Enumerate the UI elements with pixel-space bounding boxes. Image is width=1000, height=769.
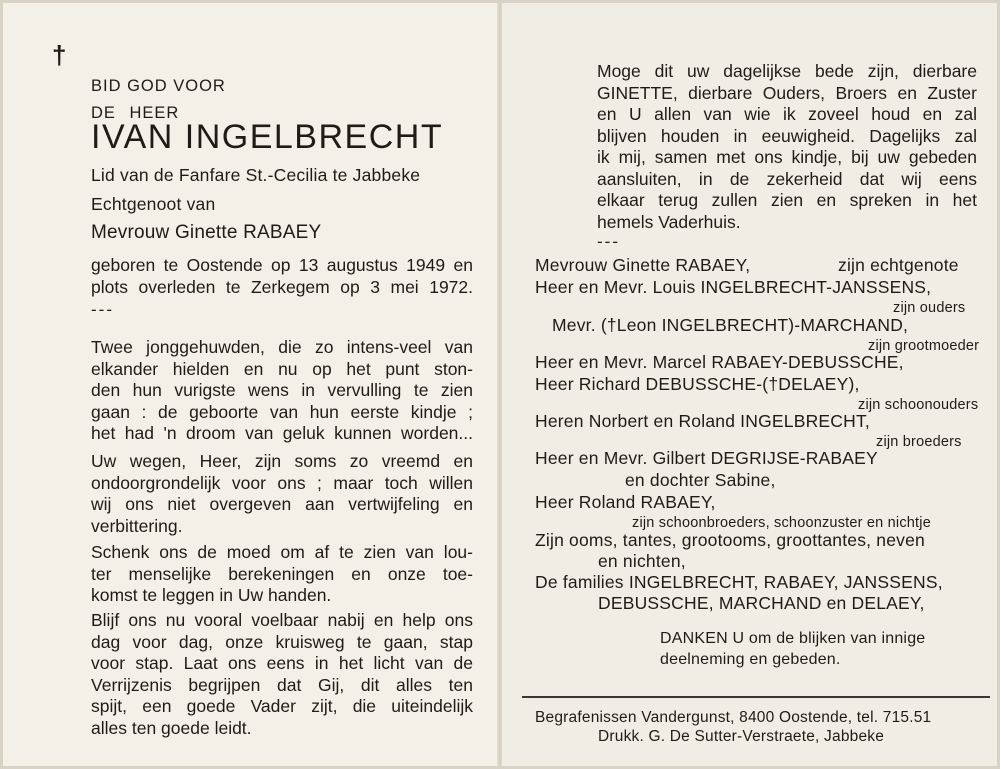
family-role: zijn schoonbroeders, schoonzuster en nichtje	[632, 515, 931, 531]
text-line: Blijf ons nu vooral voelbaar nabij en help ons	[91, 610, 473, 630]
text-line: aansluiten, in de zekerheid dat wij eens	[597, 168, 977, 189]
text-line: wij ons niet overgeven aan vertwijfeling en	[91, 494, 473, 514]
text-line: elkander hielden en nu op het punt ston-	[91, 358, 473, 379]
text-line: Uw wegen, Heer, zijn soms zo vreemd en	[91, 451, 473, 471]
separator: ---	[597, 232, 620, 251]
spouse-name: Mevrouw Ginette RABAEY	[91, 222, 322, 243]
family-role: zijn ouders	[893, 300, 966, 316]
text-line: Twee jonggehuwden, die zo intens-veel van	[91, 337, 473, 357]
family-line: Heer en Mevr. Gilbert DEGRIJSE-RABAEY	[535, 448, 878, 468]
text-line: Moge dit uw dagelijkse bede zijn, dierbare	[597, 61, 977, 81]
family-role: zijn broeders	[876, 434, 962, 450]
spouse-intro: Echtgenoot van	[91, 194, 216, 214]
thanks-line: deelneming en gebeden.	[660, 651, 841, 668]
family-line: en dochter Sabine,	[625, 470, 776, 490]
family-role: zijn schoonouders	[858, 397, 979, 413]
text-line: Schenk ons de moed om af te zien van lou-	[91, 542, 473, 562]
text-line: elkaar terug zullen zien en spreken in het	[597, 190, 977, 210]
family-line: en nichten,	[598, 551, 686, 571]
text-line: hemels Vaderhuis.	[597, 211, 741, 232]
thanks-line: DANKEN U om de blijken van innige	[660, 630, 926, 647]
printer-line: Drukk. G. De Sutter-Verstraete, Jabbeke	[598, 728, 885, 745]
family-line: Zijn ooms, tantes, grootooms, groottantes, neven	[535, 530, 925, 550]
text-line: voor stap. Laat ons eens in het licht van de	[91, 653, 473, 673]
text-line: en U allen van wie ik zoveel houd en zal	[597, 104, 977, 124]
text-line: ter menselijke berekeningen en onze toe-	[91, 563, 473, 584]
born-line: geboren te Oostende op 13 augustus 1949 en	[91, 255, 473, 275]
family-line: Heer en Mevr. Louis INGELBRECHT-JANSSENS,	[535, 277, 932, 297]
text-line: ik mij, samen met ons kindje, bij uw gebeden	[597, 147, 977, 167]
family-line: DEBUSSCHE, MARCHAND en DELAEY,	[598, 593, 925, 613]
text-line: het had 'n droom van geluk kunnen worden...	[91, 423, 473, 443]
family-line: Heer Richard DEBUSSCHE-(†DELAEY),	[535, 374, 860, 394]
family-line: Heren Norbert en Roland INGELBRECHT,	[535, 411, 870, 431]
family-role: zijn echtgenote	[838, 255, 959, 275]
undertaker-line: Begrafenissen Vandergunst, 8400 Oostende, tel. 715.51	[535, 709, 932, 726]
text-line: spijt, een goede Vader zijt, die uiteindelijk	[91, 696, 473, 716]
text-line: verbittering.	[91, 515, 183, 536]
text-line: den hun vurigste wens in vervulling te zien	[91, 380, 473, 400]
text-line: GINETTE, dierbare Ouders, Broers en Zuster	[597, 82, 977, 103]
family-line: De families INGELBRECHT, RABAEY, JANSSENS,	[535, 572, 943, 592]
text-line: Verrijzenis begrijpen dat Gij, dit alles ten	[91, 674, 473, 695]
text-line: gaan : de geboorte van hun eerste kindje ;	[91, 401, 473, 422]
died-line: plots overleden te Zerkegem op 3 mei 1972.	[91, 276, 473, 297]
deceased-name: IVAN INGELBRECHT	[91, 118, 444, 156]
family-line: Heer en Mevr. Marcel RABAEY-DEBUSSCHE,	[535, 352, 904, 372]
separator: ---	[91, 300, 114, 319]
pray-line: BID GOD VOOR	[91, 77, 226, 95]
family-role: zijn grootmoeder	[868, 338, 980, 354]
text-line: ondoorgrondelijk voor ons ; maar toch willen	[91, 472, 473, 493]
text-line: blijven houden in eeuwigheid. Dagelijks zal	[597, 125, 977, 146]
family-line: Mevr. (†Leon INGELBRECHT)-MARCHAND,	[552, 315, 909, 335]
text-line: alles ten goede leidt.	[91, 717, 252, 738]
family-line: Heer Roland RABAEY,	[535, 492, 716, 512]
text-line: dag voor dag, onze kruisweg te gaan, stap	[91, 631, 473, 652]
text-line: komst te leggen in Uw handen.	[91, 585, 332, 605]
family-line: Mevrouw Ginette RABAEY,	[535, 255, 751, 275]
cross-icon: †	[52, 40, 67, 70]
member-line: Lid van de Fanfare St.-Cecilia te Jabbeke	[91, 165, 421, 185]
de-heer: DE HEER	[91, 104, 180, 122]
